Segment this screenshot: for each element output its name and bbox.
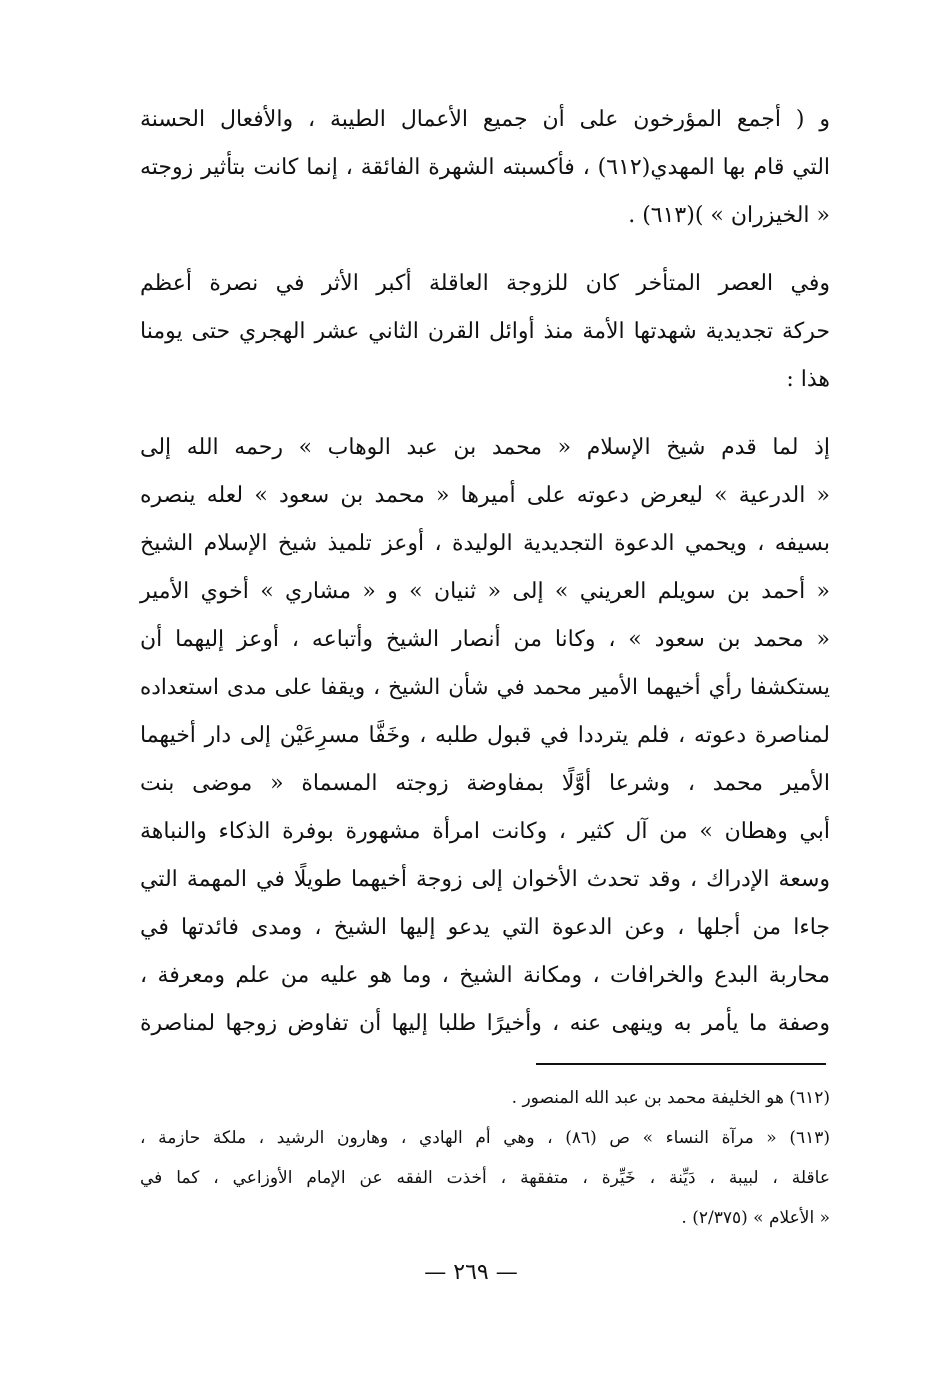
footnote-divider [536,1063,826,1065]
paragraph-2-line-3: هذا : [786,367,830,392]
paragraph-3-line-4: « أحمد بن سويلم العريني » إلى « ثنيان » و « مشاري » أخوي الأمير [140,579,830,604]
paragraph-3-line-12: محاربة البدع والخرافات ، ومكانة الشيخ ، وما هو عليه من علم ومعرفة ، [140,963,830,988]
paragraph-3-line-1: إذ لما قدم شيخ الإسلام « محمد بن عبد الوهاب » رحمه الله إلى [140,435,830,460]
footnote-613-line-1: (٦١٣) « مرآة النساء » ص (٨٦) ، وهي أم الهادي ، وهارون الرشيد ، ملكة حازمة ، [140,1128,830,1148]
paragraph-2-line-2: حركة تجديدية شهدتها الأمة منذ أوائل القرن الثاني عشر الهجري حتى يومنا [140,319,830,344]
paragraph-3-line-11: جاءا من أجلها ، وعن الدعوة التي يدعو إليها الشيخ ، ومدى فائدتها في [140,915,830,940]
paragraph-1-line-2: التي قام بها المهدي(٦١٢) ، فأكسبته الشهرة الفائقة ، إنما كانت بتأثير زوجته [140,155,831,180]
paragraph-1-line-3: « الخيزران » )(٦١٣) . [628,203,830,228]
footnote-613-line-2: عاقلة ، لبيبة ، دَيِّنة ، خَيِّرة ، متفقهة ، أخذت الفقه عن الإمام الأوزاعي ، كما في [140,1168,830,1188]
paragraph-3 [140,424,830,1048]
paragraph-1 [140,96,830,240]
paragraph-3-line-8: الأمير محمد ، وشرعا أوَّلًا بمفاوضة زوجته المسماة « موضى بنت [140,771,830,796]
paragraph-1-line-1: و ( أجمع المؤرخون على أن جميع الأعمال الطيبة ، والأفعال الحسنة [140,107,830,132]
page-number: — ٢٦٩ — [424,1260,518,1285]
footnotes [140,1078,830,1238]
paragraph-3-line-5: « محمد بن سعود » ، وكانا من أنصار الشيخ وأتباعه ، أوعز إليهما أن [140,627,830,652]
paragraph-3-line-2: « الدرعية » ليعرض دعوته على أميرها « محمد بن سعود » لعله ينصره [140,483,830,508]
paragraph-3-line-6: يستكشفا رأي أخيهما الأمير محمد في شأن الشيخ ، ويقفا على مدى استعداده [140,675,830,700]
paragraph-2-line-1: وفي العصر المتأخر كان للزوجة العاقلة أكبر الأثر في نصرة أعظم [140,271,830,296]
paragraph-3-line-9: أبي وهطان » من آل كثير ، وكانت امرأة مشهورة بوفرة الذكاء والنباهة [140,819,830,844]
footnote-613-line-3: « الأعلام » (٢/٣٧٥) . [681,1208,830,1228]
paragraph-3-line-13: وصفة ما يأمر به وينهى عنه ، وأخيرًا طلبا إليها أن تفاوض زوجها لمناصرة [140,1011,830,1036]
footnote-612: (٦١٢) هو الخليفة محمد بن عبد الله المنصور . [511,1088,830,1108]
paragraph-2 [140,260,830,404]
paragraph-3-line-3: بسيفه ، ويحمي الدعوة التجديدية الوليدة ، أوعز تلميذ شيخ الإسلام الشيخ [140,531,830,556]
paragraph-3-line-10: وسعة الإدراك ، وقد تحدث الأخوان إلى زوجة أخيهما طويلًا في المهمة التي [140,867,830,892]
paragraph-3-line-7: لمناصرة دعوته ، فلم يترددا في قبول طلبه ، وخَفَّا مسرِعَيْن إلى دار أخيهما [140,723,830,748]
